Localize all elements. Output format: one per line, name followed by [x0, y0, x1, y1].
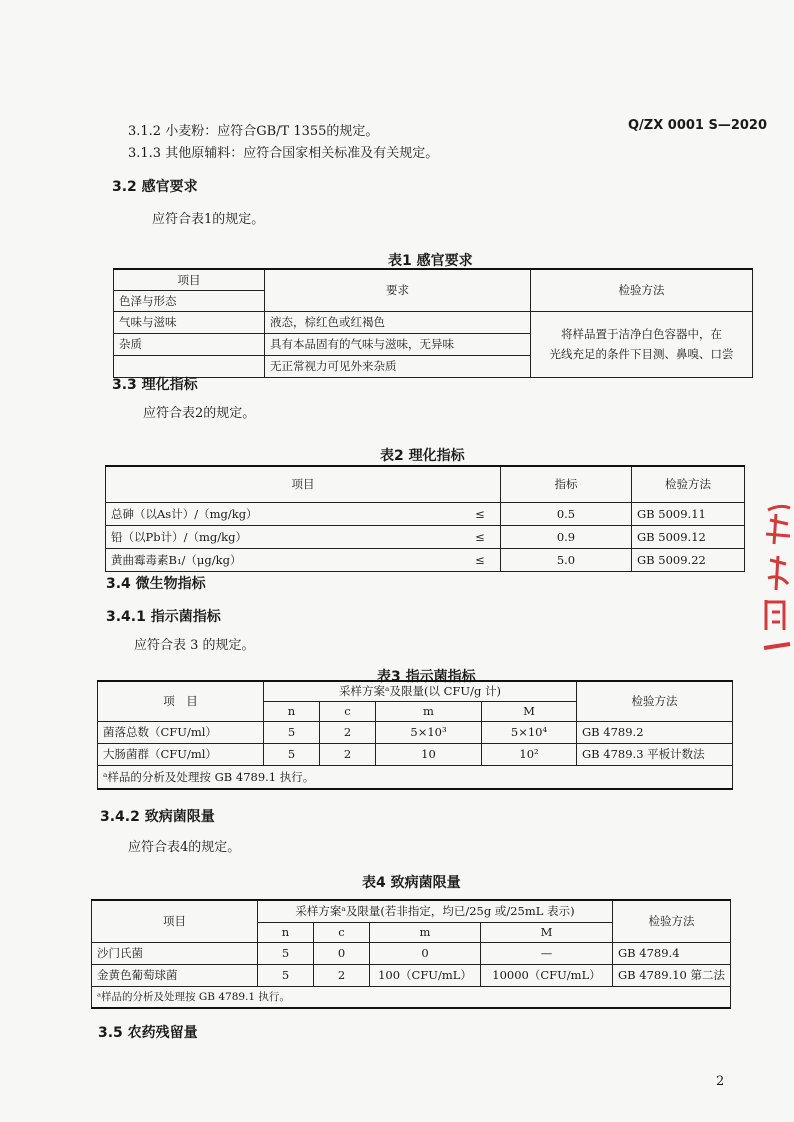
table2-header-method: 检验方法: [631, 466, 744, 502]
table3-header-n: n: [264, 701, 320, 721]
table4-cell: 100（CFU/mL）: [370, 964, 481, 986]
table3-cell: 菌落总数（CFU/ml）: [98, 721, 264, 743]
table1-cell: 具有本品固有的气味与滋味，无异味: [265, 333, 531, 355]
section-3-4-2-text: 应符合表4的规定。: [128, 840, 241, 855]
table3-cell: 5: [264, 743, 320, 765]
table4-cell: 金黄色葡萄球菌: [92, 964, 258, 986]
table4-cell: 10000（CFU/mL）: [481, 964, 613, 986]
section-3-2-heading: 3.2 感官要求: [112, 179, 198, 195]
table1-cell: 杂质: [114, 333, 265, 355]
table3-cell: GB 4789.3 平板计数法: [577, 743, 733, 765]
table3-cell: 5×10⁴: [482, 721, 577, 743]
seal-stamp-fragment: [760, 490, 794, 670]
table2-cell: GB 5009.22: [631, 548, 744, 571]
section-3-5-heading: 3.5 农药残留量: [98, 1025, 198, 1041]
table2-cell: 0.5: [500, 502, 631, 525]
clause-3-1-2: 3.1.2 小麦粉：应符合GB/T 1355的规定。: [128, 124, 379, 139]
table2-cell: GB 5009.11: [631, 502, 744, 525]
table3-cell: 2: [320, 743, 376, 765]
table2-cell: ≤: [460, 502, 501, 525]
table4-cell: 0: [314, 942, 370, 964]
table3-header-item: 项 目: [98, 681, 264, 721]
section-3-3-text: 应符合表2的规定。: [143, 406, 256, 421]
table3-cell: 2: [320, 721, 376, 743]
table1-cell: 无正常视力可见外来杂质: [265, 355, 531, 377]
table4-header-m: m: [370, 922, 481, 942]
table3-cell: 10²: [482, 743, 577, 765]
table2-caption: 表2 理化指标: [380, 448, 465, 464]
table4-cell: GB 4789.4: [612, 942, 730, 964]
table2-cell: GB 5009.12: [631, 525, 744, 548]
section-3-4-2-heading: 3.4.2 致病菌限量: [100, 809, 215, 825]
table2-cell: 总砷（以As计）/（mg/kg）: [106, 502, 460, 525]
table4-header-item: 项目: [92, 900, 258, 942]
table4-caption: 表4 致病菌限量: [362, 875, 461, 891]
table3-cell: 5×10³: [376, 721, 482, 743]
table2-header-index: 指标: [500, 466, 631, 502]
table4-header-c: c: [314, 922, 370, 942]
table4-cell: 5: [258, 942, 314, 964]
table1-header-item: 项目: [114, 269, 265, 290]
table3-caption: 表3 指示菌指标: [377, 669, 476, 685]
table4-header-n: n: [258, 922, 314, 942]
page-number: 2: [716, 1074, 725, 1089]
section-3-3-heading: 3.3 理化指标: [112, 377, 198, 393]
table2-cell: 铅（以Pb计）/（mg/kg）: [106, 525, 460, 548]
section-3-4-1-text: 应符合表 3 的规定。: [134, 638, 255, 653]
table1-header-req: 要求: [265, 269, 531, 311]
table3-header-c: c: [320, 701, 376, 721]
table1-caption: 表1 感官要求: [388, 253, 473, 269]
table1-method-line2: 光线充足的条件下目测、鼻嗅、口尝: [549, 347, 734, 361]
table3-header-M: M: [482, 701, 577, 721]
table1-cell: 液态，棕红色或红褐色: [265, 311, 531, 333]
table2-cell: 5.0: [500, 548, 631, 571]
table3-header-m: m: [376, 701, 482, 721]
table4-cell: 0: [370, 942, 481, 964]
table1-method-cell: [531, 311, 753, 377]
table4-cell: 5: [258, 964, 314, 986]
table3-note: ᵃ样品的分析及处理按 GB 4789.1 执行。: [98, 765, 733, 789]
table2-cell: ≤: [460, 525, 501, 548]
section-3-4-1-heading: 3.4.1 指示菌指标: [106, 609, 221, 625]
table1-header-method: 检验方法: [531, 269, 753, 311]
clause-3-1-3: 3.1.3 其他原辅料：应符合国家相关标准及有关规定。: [128, 146, 439, 161]
table4-cell: 2: [314, 964, 370, 986]
table1-cell: 色泽与形态: [114, 290, 265, 311]
table4-cell: GB 4789.10 第二法: [612, 964, 730, 986]
table2-cell: 0.9: [500, 525, 631, 548]
table4-header-plan: 采样方案ᵃ及限量(若非指定，均已/25g 或/25mL 表示): [258, 900, 613, 922]
table1-method-line1: 将样品置于洁净白色容器中，在: [561, 327, 722, 341]
table2-cell: 黄曲霉毒素B₁/（μg/kg）: [106, 548, 460, 571]
table3-header-method: 检验方法: [577, 681, 733, 721]
document-code: Q/ZX 0001 S—2020: [628, 118, 768, 133]
table3-cell: 10: [376, 743, 482, 765]
table3-cell: 大肠菌群（CFU/ml）: [98, 743, 264, 765]
section-3-4-heading: 3.4 微生物指标: [106, 576, 206, 592]
table4: [91, 899, 731, 1009]
table4-note: ᵃ样品的分析及处理按 GB 4789.1 执行。: [92, 986, 731, 1008]
table2: [105, 465, 745, 572]
table4-cell: 沙门氏菌: [92, 942, 258, 964]
table4-header-M: M: [481, 922, 613, 942]
table3: [97, 680, 733, 790]
table3-cell: 5: [264, 721, 320, 743]
section-3-2-text: 应符合表1的规定。: [152, 212, 265, 227]
table3-header-plan: 采样方案ᵃ及限量(以 CFU/g 计): [264, 681, 577, 701]
table1-cell: 气味与滋味: [114, 311, 265, 333]
table4-header-method: 检验方法: [612, 900, 730, 942]
table2-cell: ≤: [460, 548, 501, 571]
table1: [113, 268, 753, 378]
table3-cell: GB 4789.2: [577, 721, 733, 743]
table2-header-item: 项目: [106, 466, 501, 502]
table4-cell: —: [481, 942, 613, 964]
